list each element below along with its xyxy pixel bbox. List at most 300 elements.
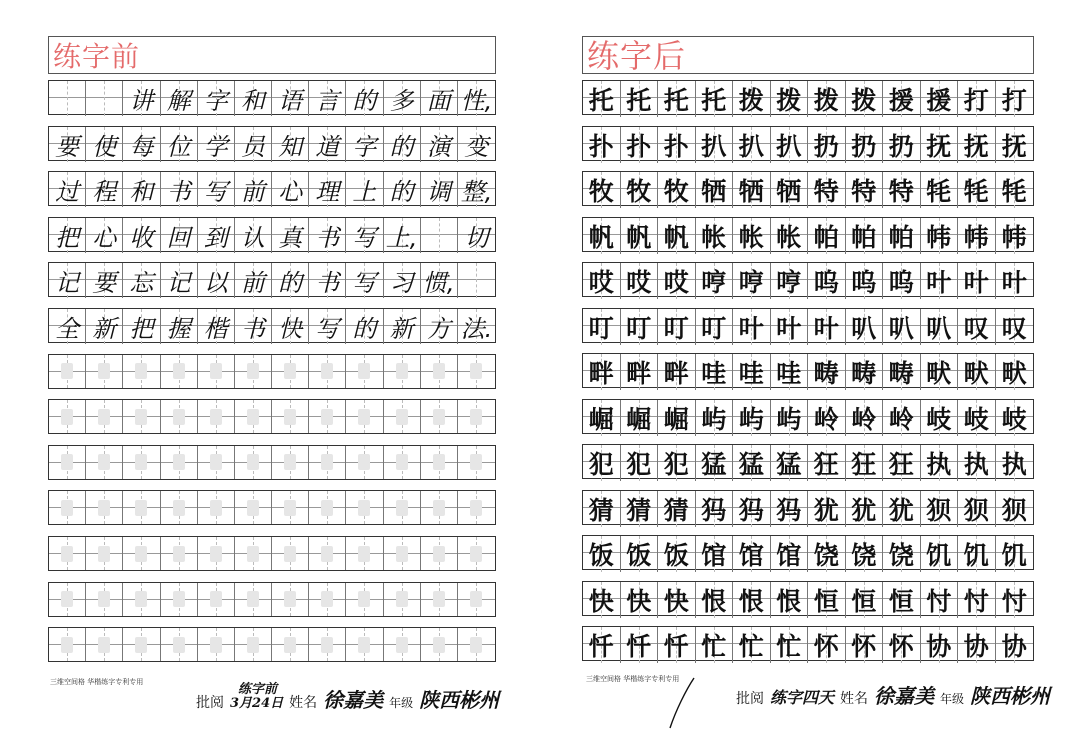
grid-cell [696, 491, 734, 527]
grid-cell [958, 127, 996, 163]
character: 馆 [701, 541, 727, 570]
practice-row [582, 262, 1034, 297]
character: 特 [888, 177, 914, 206]
character: 岭 [851, 404, 877, 434]
character: 切 [464, 223, 489, 252]
practice-row [582, 581, 1034, 616]
grid-cell [86, 628, 123, 661]
grid-cell [621, 354, 659, 390]
grid-cell [921, 627, 959, 663]
grid-cell [846, 354, 884, 390]
grid-cell [846, 627, 884, 663]
grid-cell [621, 536, 659, 572]
character: 演 [426, 132, 451, 161]
grid-cell [583, 400, 621, 436]
grid-cell [309, 446, 346, 479]
grid-cell [883, 582, 921, 618]
sheet-footer [736, 680, 1050, 709]
character: 馆 [776, 541, 802, 570]
grid-cell [198, 537, 235, 570]
grid-cell [198, 127, 235, 162]
grid-cell [49, 309, 86, 344]
grid-cell [49, 537, 86, 570]
character: 犸 [776, 495, 802, 525]
character: 协 [963, 632, 989, 661]
grid-cell [123, 81, 160, 116]
character: 恨 [738, 586, 764, 616]
character: 整, [460, 178, 493, 207]
grid-cell [198, 491, 235, 524]
character: 哇 [701, 359, 727, 388]
grid-cell [583, 218, 621, 254]
character: 到 [203, 223, 228, 252]
character: 叮 [701, 313, 727, 343]
grid-cell [458, 446, 495, 479]
grid-cell [86, 537, 123, 570]
grid-cell [346, 537, 383, 570]
character: 哼 [738, 268, 764, 297]
grid-cell [696, 354, 734, 390]
character: 猜 [663, 495, 689, 525]
grid-cell [421, 628, 458, 661]
practice-row [582, 126, 1034, 161]
grid-cell [421, 81, 458, 116]
grid-cell [996, 218, 1034, 254]
grid-cell [458, 400, 495, 433]
grid-cell [384, 172, 421, 207]
character: 扔 [813, 131, 839, 161]
grid-cell [309, 263, 346, 298]
character: 握 [166, 315, 191, 343]
grid-cell [733, 172, 771, 208]
grid-cell [883, 354, 921, 390]
character: 新 [389, 315, 414, 343]
character: 恨 [701, 586, 727, 616]
grid-cell [808, 263, 846, 299]
grid-cell [883, 627, 921, 663]
character: 认 [240, 223, 265, 252]
grid-cell [346, 446, 383, 479]
grid-cell [808, 309, 846, 345]
grid-cell [658, 445, 696, 481]
practice-row [48, 171, 496, 206]
character: 帆 [626, 222, 652, 252]
character: 的 [389, 132, 414, 161]
character: 要 [92, 269, 117, 298]
character: 帐 [701, 222, 727, 252]
character: 饥 [926, 541, 952, 570]
character: 拨 [738, 86, 764, 115]
grid-cell [86, 218, 123, 253]
grid-cell [346, 309, 383, 344]
character: 学 [203, 132, 228, 161]
grid-cell [658, 218, 696, 254]
practice-row [582, 80, 1034, 115]
character: 帆 [663, 222, 689, 252]
character: 书 [240, 315, 265, 343]
grid-cell [421, 309, 458, 344]
grid-cell [733, 263, 771, 299]
grid-cell [846, 263, 884, 299]
character: 忏 [588, 632, 614, 661]
grid-cell [49, 172, 86, 207]
grid-cell [771, 400, 809, 436]
grid-cell [958, 536, 996, 572]
grid-cell [883, 81, 921, 117]
character: 扔 [888, 131, 914, 161]
character: 习 [389, 269, 414, 298]
review-label: 批阅 [196, 695, 224, 711]
grid-cell [161, 355, 198, 388]
grid-cell [49, 583, 86, 616]
grid-cell [198, 309, 235, 344]
practice-row [582, 353, 1034, 388]
grid-cell [272, 491, 309, 524]
grid-cell [123, 537, 160, 570]
character: 多 [389, 87, 414, 115]
grid-cell [272, 446, 309, 479]
grid-cell [161, 491, 198, 524]
grid-cell [658, 309, 696, 345]
grid-cell [86, 263, 123, 298]
grid-cell [621, 263, 659, 299]
character: 扑 [663, 131, 689, 161]
grid-cell [696, 263, 734, 299]
grid-cell [846, 491, 884, 527]
grid-cell [846, 309, 884, 345]
grid-cell [921, 536, 959, 572]
character: 帕 [851, 222, 877, 252]
character: 援 [926, 86, 952, 115]
character: 扑 [588, 131, 614, 161]
character: 畔 [588, 359, 614, 388]
grid-cell [161, 172, 198, 207]
grid-cell [621, 627, 659, 663]
grid-cell [235, 127, 272, 162]
grid-cell [384, 309, 421, 344]
grid-cell [583, 582, 621, 618]
grid-cell [198, 355, 235, 388]
grid-cell [384, 81, 421, 116]
review-note-top: 练字前 [238, 682, 278, 697]
grid-cell [696, 127, 734, 163]
character: 叶 [963, 268, 989, 297]
grid-cell [123, 355, 160, 388]
grid-cell [658, 536, 696, 572]
grid-cell [771, 354, 809, 390]
character: 叮 [663, 313, 689, 343]
character: 哼 [701, 268, 727, 297]
grade-label: 年级 [940, 692, 965, 706]
character: 解 [166, 87, 191, 115]
character: 畎 [963, 359, 989, 388]
character: 抚 [963, 131, 989, 161]
grid-cell [346, 81, 383, 116]
grid-cell [421, 218, 458, 253]
character: 和 [240, 87, 265, 115]
character: 牺 [701, 177, 727, 206]
character: 前 [240, 269, 265, 298]
grid-cell [771, 127, 809, 163]
practice-row [48, 80, 496, 115]
grid-cell [235, 446, 272, 479]
grid-cell [161, 263, 198, 298]
grid-cell [696, 582, 734, 618]
character: 写 [352, 223, 377, 252]
grid-cell [883, 218, 921, 254]
grid-cell [161, 400, 198, 433]
grid-cell [958, 263, 996, 299]
character: 岐 [926, 404, 952, 434]
character: 收 [129, 223, 154, 252]
character: 快 [588, 586, 614, 616]
character: 哎 [588, 268, 614, 297]
grid-cell [272, 355, 309, 388]
grid-cell [808, 582, 846, 618]
sheet-title: 练字后 [587, 37, 687, 75]
grid-cell [421, 263, 458, 298]
character: 饥 [963, 541, 989, 570]
grid-cell [235, 81, 272, 116]
grid-cell [346, 583, 383, 616]
title-box [48, 36, 496, 74]
character: 书 [315, 269, 340, 298]
grid-cell [198, 583, 235, 616]
practice-row [48, 308, 496, 343]
grid-cell [771, 172, 809, 208]
grid-cell [583, 536, 621, 572]
grid-cell [733, 354, 771, 390]
character: 员 [240, 132, 265, 161]
grid-cell [771, 536, 809, 572]
character: 岐 [1001, 404, 1027, 434]
grid-cell [198, 263, 235, 298]
grid-cell [346, 491, 383, 524]
character: 快 [278, 315, 303, 343]
grid-cell [996, 627, 1034, 663]
practice-row [48, 399, 496, 434]
character: 写 [315, 315, 340, 343]
character: 畎 [926, 359, 952, 388]
grid-cell [921, 354, 959, 390]
grid-cell [996, 81, 1034, 117]
character: 协 [1001, 632, 1027, 661]
name-label: 姓名 [289, 695, 318, 711]
grid-cell [49, 446, 86, 479]
grid-cell [883, 172, 921, 208]
grid-cell [384, 446, 421, 479]
character: 畔 [626, 359, 652, 388]
character: 犸 [701, 495, 727, 525]
grid-cell [49, 127, 86, 162]
practice-row [582, 626, 1034, 661]
character: 叭 [926, 313, 952, 343]
character: 知 [278, 132, 303, 161]
grid-cell [921, 582, 959, 618]
grid-cell [161, 218, 198, 253]
grid-cell [309, 628, 346, 661]
character: 执 [926, 450, 952, 479]
character: 恒 [888, 586, 914, 616]
grid-cell [272, 400, 309, 433]
character: 馆 [738, 541, 764, 570]
practice-row [582, 399, 1034, 434]
grid-cell [621, 400, 659, 436]
character: 上 [352, 178, 377, 207]
grid-cell [996, 400, 1034, 436]
grid-cell [49, 628, 86, 661]
character: 道 [315, 132, 340, 161]
review-note: 练字前 3月24日 [230, 692, 283, 711]
grid-cell [996, 172, 1034, 208]
grid-cell [846, 400, 884, 436]
character: 忖 [963, 586, 989, 616]
character: 畴 [888, 359, 914, 388]
sheet-footer [196, 684, 499, 713]
grid-cell [958, 582, 996, 618]
grid-cell [49, 218, 86, 253]
review-label: 批阅 [736, 691, 764, 707]
grid-cell [49, 491, 86, 524]
grid-cell [421, 491, 458, 524]
grid-cell [235, 263, 272, 298]
character: 犹 [888, 495, 914, 525]
character: 的 [352, 87, 377, 115]
grid-cell [846, 218, 884, 254]
grid-cell [161, 446, 198, 479]
character: 帏 [963, 222, 989, 252]
character: 和 [129, 178, 154, 207]
grid-cell [421, 446, 458, 479]
grid-cell [272, 263, 309, 298]
character: 扒 [738, 131, 764, 161]
character: 崛 [626, 404, 652, 434]
grid-cell [921, 81, 959, 117]
character: 托 [588, 86, 614, 115]
grid-cell [771, 582, 809, 618]
grid-cell [309, 218, 346, 253]
grid-cell [771, 263, 809, 299]
character: 狂 [888, 450, 914, 479]
practice-row [582, 308, 1034, 343]
student-location: 陕西彬州 [419, 688, 500, 712]
grid-cell [733, 81, 771, 117]
character: 帐 [738, 222, 764, 252]
character: 猛 [738, 450, 764, 479]
character: 调 [426, 178, 451, 207]
character: 忙 [738, 632, 764, 661]
grid-cell [309, 537, 346, 570]
character: 饥 [1001, 541, 1027, 570]
character: 饭 [663, 541, 689, 570]
grid-cell [621, 218, 659, 254]
character: 忙 [701, 632, 727, 661]
character: 猛 [776, 450, 802, 479]
grid-cell [458, 218, 495, 253]
grid-cell [161, 628, 198, 661]
grid-cell [921, 445, 959, 481]
character: 语 [278, 87, 303, 115]
character: 牺 [738, 177, 764, 206]
character: 忘 [129, 269, 154, 298]
character: 牦 [963, 177, 989, 206]
grid-cell [161, 81, 198, 116]
character: 屿 [776, 404, 802, 434]
character: 饭 [626, 541, 652, 570]
character: 变 [464, 132, 489, 161]
grid-cell [958, 491, 996, 527]
character: 上, [385, 223, 418, 252]
character: 抚 [926, 131, 952, 161]
grid-cell [309, 355, 346, 388]
title-box [582, 36, 1034, 74]
character: 的 [278, 269, 303, 298]
grid-cell [808, 491, 846, 527]
character: 援 [888, 86, 914, 115]
grid-cell [733, 445, 771, 481]
character: 狂 [813, 450, 839, 479]
grid-cell [621, 445, 659, 481]
character: 猜 [588, 495, 614, 525]
grid-cell [86, 172, 123, 207]
grid-cell [86, 491, 123, 524]
character: 崛 [663, 404, 689, 434]
character: 饶 [851, 541, 877, 570]
character: 猜 [626, 495, 652, 525]
character: 叶 [776, 313, 802, 343]
character: 饶 [888, 541, 914, 570]
character: 牺 [776, 177, 802, 206]
character: 快 [663, 586, 689, 616]
character: 恨 [776, 586, 802, 616]
practice-row [582, 217, 1034, 252]
grid-cell [696, 400, 734, 436]
character: 回 [166, 223, 191, 252]
practice-row [582, 444, 1034, 479]
character: 每 [129, 132, 154, 161]
character: 性, [460, 87, 493, 115]
grid-cell [921, 172, 959, 208]
character: 的 [352, 315, 377, 343]
character: 记 [166, 269, 191, 298]
grid-cell [309, 309, 346, 344]
character: 犹 [813, 495, 839, 525]
grid-cell [583, 127, 621, 163]
grid-cell [921, 218, 959, 254]
grid-cell [384, 491, 421, 524]
character: 犸 [738, 495, 764, 525]
grid-cell [86, 583, 123, 616]
character: 心 [92, 223, 117, 252]
grid-cell [696, 627, 734, 663]
grid-cell [198, 446, 235, 479]
grid-cell [583, 172, 621, 208]
character: 执 [963, 450, 989, 479]
grid-cell [161, 127, 198, 162]
character: 怀 [813, 632, 839, 661]
character: 岭 [813, 404, 839, 434]
grid-cell [123, 491, 160, 524]
character: 法. [460, 315, 493, 343]
practice-row [48, 126, 496, 161]
sheet-title: 练字前 [53, 40, 141, 73]
character: 忏 [663, 632, 689, 661]
character: 言 [315, 87, 340, 115]
character: 屿 [738, 404, 764, 434]
grid-cell [996, 309, 1034, 345]
grid-cell [696, 172, 734, 208]
grid-cell [733, 309, 771, 345]
